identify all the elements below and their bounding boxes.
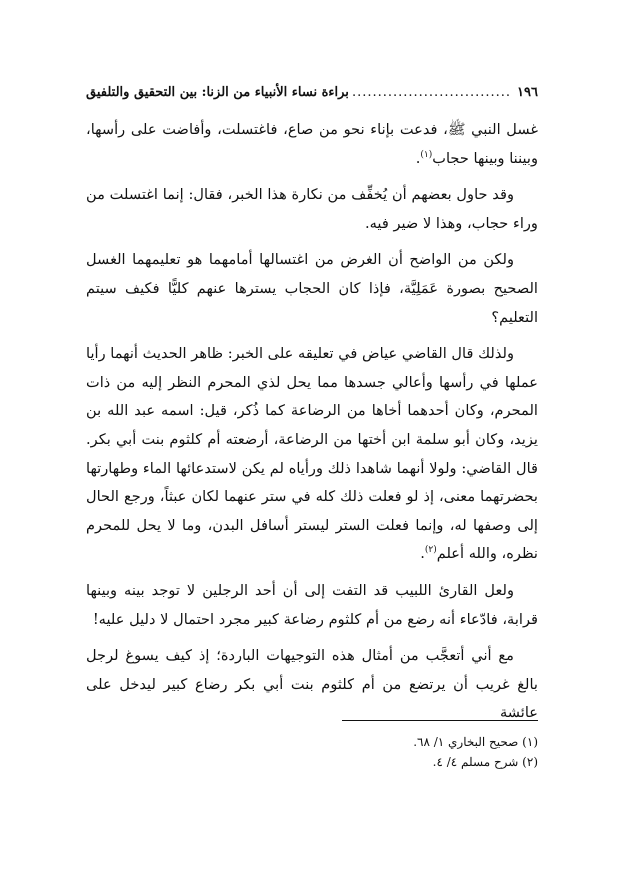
body-text	[86, 116, 538, 736]
paragraph-2: وقد حاول بعضهم أن يُخفِّف من نكارة هذا الخبر، فقال: إنما اغتسلت من وراء حجاب، وهذا لا ضير فيه.	[86, 186, 538, 232]
page-number: ١٩٦	[517, 84, 538, 100]
paragraph-6: مع أني أتعجَّب من أمثال هذه التوجيهات الباردة؛ إذ كيف يسوغ لرجل بالغ غريب أن يرتضع من أم كلثوم بنت أبي بكر رضاع كبير ليدخل على عائشة	[86, 647, 538, 722]
footnote-1: (١) صحيح البخاري ١/ ٦٨.	[413, 735, 538, 749]
paragraph-5: ولعل القارئ اللبيب قد التفت إلى أن أحد الرجلين لا توجد بينه وبينها قرابة، فادّعاء أنه رضع من أم كلثوم رضاعة كبير مجرد احتمال لا دليل عليه!	[86, 581, 538, 628]
paragraph-4: ولذلك قال القاضي عياض في تعليقه على الخبر: ظاهر الحديث أنهما رأيا عملها في رأسها وأعالي جسدها مما يحل لذي المحرم النظر إليه من ذات المحرم، وكان أحدهما أخاها من الرضاعة كما ذُكر، قيل: اسمه عبد الله بن يزيد، وكان أبو سلمة ابن أختها من الرضاعة، أرضعته أم كلثوم بنت أبي بكر. قال القاضي: ولولا أنهما شاهدا ذلك ورأياه لم يكن لاستدعائها الماء وطهارتها بحضرتهما معنى، إذ لو فعلت ذلك كله في ستر عنهما لكان عبثاً، ورجع الحال إلى وصفها له، وإنما فعلت الستر ليستر أسافل البدن، وما لا يحل للمحرم نظره، والله أعلم$^{(٢)}$.	[86, 345, 538, 563]
footnote-ref-1: (١)	[420, 149, 433, 160]
footnote-ref-2: (٢)	[424, 545, 437, 556]
footnotes	[86, 732, 538, 772]
paragraph-3: ولكن من الواضح أن الغرض من اغتسالها أمامهما هو تعليمهما الغسل الصحيح بصورة عَمَلِيَّة، فإذا كان الحجاب يسترها عنهم كليًّا فكيف سيتم التعليم؟	[86, 251, 538, 326]
header-dot-leader	[351, 85, 511, 100]
footnote-2: (٢) شرح مسلم ٤/ ٤.	[432, 755, 538, 769]
footnote-separator	[342, 720, 538, 721]
running-header	[86, 80, 538, 104]
running-title: براءة نساء الأنبياء من الزنا: بين التحقيق والتلفيق	[86, 84, 349, 100]
paragraph-1: غسل النبي ﷺ، فدعت بإناء نحو من صاع، فاغتسلت، وأفاضت على رأسها، وبيننا وبينها حجاب$^{(١)}$.	[86, 121, 538, 167]
